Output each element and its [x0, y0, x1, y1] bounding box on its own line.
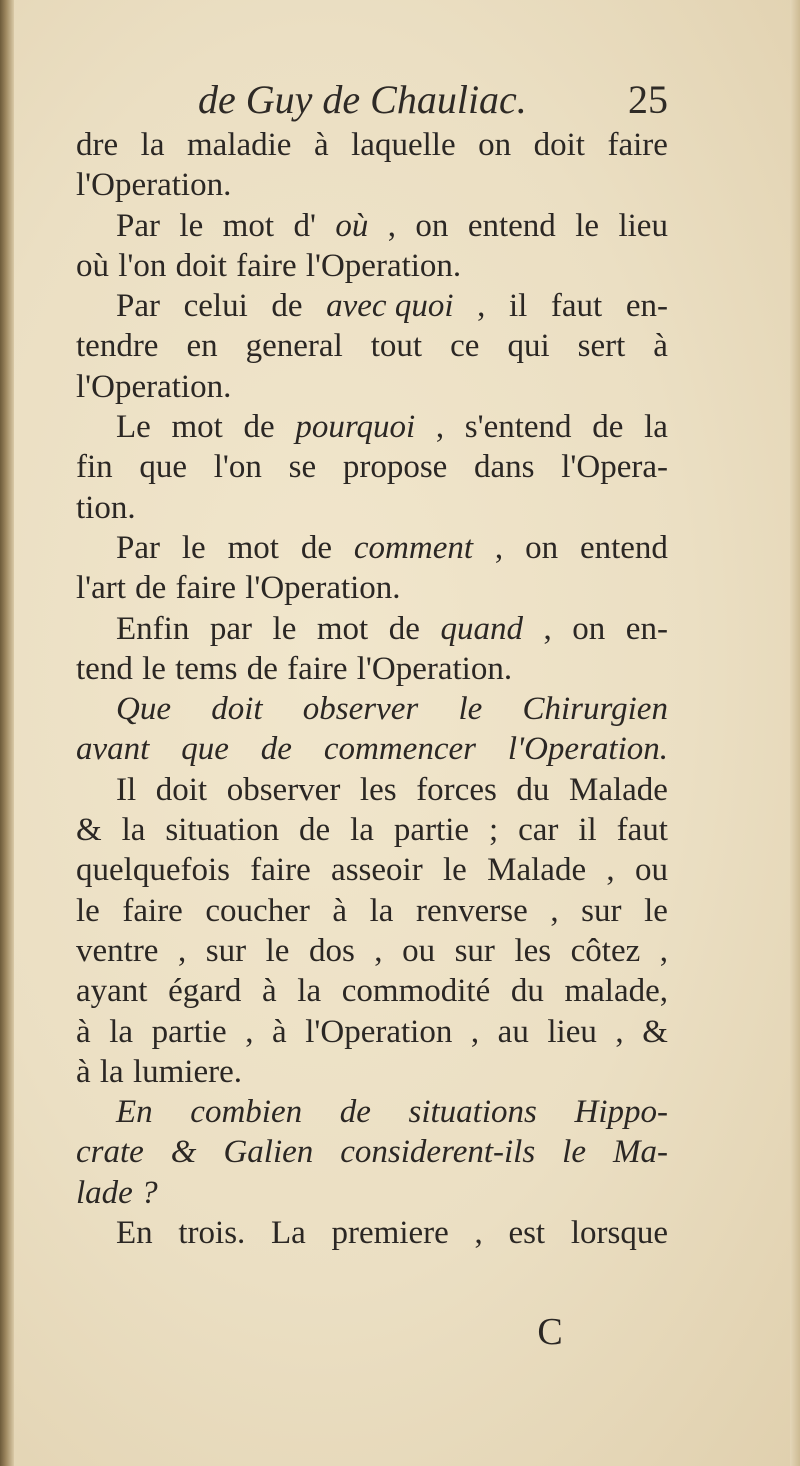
text-word: à [272, 1013, 287, 1050]
text-word: on [572, 610, 606, 647]
text-word: malade, [564, 973, 668, 1010]
text-word: le [458, 691, 483, 728]
text-word: à [332, 892, 348, 929]
text-word: ayant [76, 973, 148, 1010]
text-word: de [592, 409, 624, 446]
text-word: & [642, 1013, 668, 1050]
text-word: le [272, 610, 297, 647]
text-word: on [525, 529, 559, 566]
text-word: ventre [76, 932, 159, 969]
text-word: faire [250, 852, 311, 889]
text-word: faut [616, 812, 668, 849]
text-word: commencer [323, 731, 476, 768]
text-word: la [297, 973, 322, 1010]
text-word: doit [155, 771, 208, 808]
text-word: situations [408, 1094, 537, 1131]
text-word: l'Operation. [507, 731, 668, 768]
text-word: avec quoi [326, 288, 454, 325]
text-word: lumiere. [132, 1053, 242, 1090]
text-word: , [659, 932, 668, 969]
text-word: faut [550, 288, 603, 325]
text-word: la [109, 1013, 134, 1050]
text-word: En [116, 1094, 153, 1131]
text-line [76, 326, 668, 366]
text-word: l'Operation. [245, 570, 401, 607]
text-word: Chirurgien [522, 691, 668, 728]
text-line [76, 286, 668, 326]
text-line [76, 850, 668, 890]
text-word: faire [287, 650, 348, 687]
running-title: de Guy de Chauliac. [198, 77, 527, 122]
text-word: que [139, 449, 188, 486]
text-word: entend [579, 529, 668, 566]
text-word: quand [440, 610, 523, 647]
text-word: renverse [416, 892, 528, 929]
text-line [76, 407, 668, 447]
text-line [76, 810, 668, 850]
text-word: sur [581, 892, 622, 929]
text-word: , [615, 1013, 624, 1050]
text-line [76, 931, 668, 971]
text-word: Hippo- [574, 1094, 668, 1131]
text-word: de [388, 610, 420, 647]
running-head [78, 70, 668, 130]
text-word: Il [116, 771, 137, 808]
text-line [76, 891, 668, 931]
text-word: lade ? [76, 1174, 158, 1211]
text-word: les [514, 932, 552, 969]
text-word: propose [342, 449, 448, 486]
text-word: du [510, 973, 544, 1010]
text-line [76, 165, 668, 205]
text-word: forces [416, 771, 497, 808]
text-word: l'on [213, 449, 262, 486]
text-word: côtez [570, 932, 641, 969]
text-word: que [181, 731, 229, 768]
text-word: l'Opera- [561, 449, 668, 486]
text-word: sur [205, 932, 247, 969]
text-line [76, 1052, 668, 1092]
text-word: dos [308, 932, 355, 969]
text-word: le [76, 892, 100, 929]
text-word: Le [116, 409, 151, 446]
text-word: fin [76, 449, 113, 486]
text-word: l'art [76, 570, 126, 607]
text-word: l'Operation [305, 1013, 453, 1050]
text-word: à [262, 973, 277, 1010]
text-word: observer [302, 691, 419, 728]
text-word: à [76, 1053, 91, 1090]
text-word: sert [577, 328, 626, 365]
text-word: le [142, 650, 166, 687]
text-word: , [474, 1215, 483, 1252]
text-word: où [76, 247, 109, 284]
text-word: le [562, 1134, 586, 1171]
text-word: il [578, 812, 597, 849]
text-word: dre [76, 127, 119, 163]
text-word: tendre [76, 328, 159, 365]
text-word: Ma- [612, 1134, 668, 1171]
text-word: ou [634, 852, 668, 889]
text-line [76, 649, 668, 689]
text-word: tout [370, 328, 423, 365]
text-word: lorsque [570, 1215, 668, 1252]
text-word: , [470, 1013, 480, 1050]
text-word: lieu [618, 207, 668, 244]
text-word: l'on [118, 247, 167, 284]
text-word: égard [168, 973, 242, 1010]
text-word: maladie [187, 127, 292, 163]
text-word: en- [625, 610, 668, 647]
text-word: il [508, 288, 528, 325]
text-word: où [335, 207, 369, 244]
text-word: d' [293, 207, 316, 244]
signature-mark: C [537, 1311, 563, 1353]
text-word: de [243, 409, 275, 446]
text-word: la [350, 812, 374, 849]
text-word: commodité [341, 973, 491, 1010]
text-word: le [179, 207, 204, 244]
text-line [76, 1012, 668, 1052]
text-word: Par [116, 288, 160, 325]
text-word: , [494, 529, 504, 566]
text-word: on [478, 127, 512, 163]
text-word: le [575, 207, 600, 244]
text-word: situation [165, 812, 280, 849]
text-word: Par [116, 207, 160, 244]
text-word: qui [507, 328, 550, 365]
text-line [76, 971, 668, 1011]
text-word: En [116, 1215, 153, 1252]
text-line [76, 367, 668, 407]
text-word: coucher [205, 892, 310, 929]
text-word: est [508, 1215, 546, 1252]
text-word: mot [171, 409, 223, 446]
text-word: à [313, 127, 329, 163]
text-word: dans [474, 449, 535, 486]
text-word: à [76, 1013, 91, 1050]
text-word: s'entend [464, 409, 572, 446]
text-line [76, 1173, 668, 1213]
text-word: , [177, 932, 187, 969]
text-word: combien [190, 1094, 303, 1131]
text-line [76, 729, 668, 769]
text-word: trois. [178, 1215, 246, 1252]
text-word: , [543, 610, 552, 647]
text-word: comment [353, 529, 474, 566]
text-word: de [135, 570, 167, 607]
text-line [76, 206, 668, 246]
text-word: entend [467, 207, 556, 244]
text-word: , [387, 207, 396, 244]
text-word: faire [236, 247, 297, 284]
text-word: doit [175, 247, 227, 284]
text-word: de [339, 1094, 371, 1131]
text-word: en [186, 328, 218, 365]
text-word: sur [454, 932, 495, 969]
text-word: l'Operation. [305, 247, 462, 284]
text-line [76, 568, 668, 608]
text-word: le [443, 852, 467, 889]
text-word: la [121, 812, 146, 849]
text-word: les [359, 771, 397, 808]
text-word: au [497, 1013, 529, 1050]
text-word: la [99, 1053, 124, 1090]
text-word: l'Operation. [76, 167, 232, 204]
text-word: premiere [331, 1215, 449, 1252]
text-word: partie [151, 1013, 227, 1050]
text-word: on [415, 207, 449, 244]
text-word: mot [222, 207, 275, 244]
text-word: observer [226, 771, 341, 808]
text-word: tion. [76, 489, 136, 526]
text-word: , [477, 288, 486, 325]
text-word: quelquefois [76, 852, 230, 889]
text-word: doit [533, 127, 585, 163]
text-word: de [271, 288, 303, 325]
text-word: , [606, 852, 615, 889]
text-word: , [245, 1013, 254, 1050]
text-word: , [374, 932, 383, 969]
text-line [76, 1132, 668, 1172]
text-word: & [76, 812, 102, 849]
text-word: avant [76, 731, 150, 768]
text-word: Malade [569, 771, 668, 808]
text-word: du [516, 771, 550, 808]
text-word: partie [393, 812, 470, 849]
text-word: pourquoi [295, 409, 416, 446]
text-word: doit [211, 691, 263, 728]
text-line [76, 689, 668, 729]
text-word: le [265, 932, 290, 969]
text-line [76, 1092, 668, 1132]
page-edge [790, 0, 800, 1466]
text-line [76, 246, 668, 286]
text-line [76, 770, 668, 810]
text-word: considerent-ils [340, 1134, 536, 1171]
text-word: asseoir [331, 852, 423, 889]
text-line [76, 609, 668, 649]
text-word: , [550, 892, 559, 929]
text-word: laquelle [351, 127, 456, 163]
text-word: Malade [487, 852, 587, 889]
text-word: Que [116, 691, 171, 728]
text-word: se [288, 449, 317, 486]
text-word: l'Operation. [76, 368, 232, 405]
text-line [76, 447, 668, 487]
text-word: en- [625, 288, 668, 325]
text-line [76, 528, 668, 568]
page-number: 25 [628, 77, 668, 122]
text-line [76, 1213, 668, 1253]
text-word: Par [116, 529, 160, 566]
text-word: de [299, 812, 331, 849]
text-word: faire [122, 892, 183, 929]
text-word: & [170, 1134, 197, 1171]
text-word: celui [183, 288, 248, 325]
text-word: La [271, 1215, 306, 1252]
text-word: l'Operation. [356, 650, 513, 687]
text-word: Enfin [116, 610, 190, 647]
text-word: à [653, 328, 668, 365]
text-word: , [435, 409, 445, 446]
binding-gutter [0, 0, 14, 1466]
text-line [76, 488, 668, 528]
text-word: faire [607, 127, 668, 163]
text-word: car [518, 812, 559, 849]
text-word: crate [76, 1134, 144, 1171]
text-word: faire [175, 570, 236, 607]
text-word: ou [402, 932, 436, 969]
text-word: mot [227, 529, 279, 566]
text-word: de [260, 731, 292, 768]
text-line [76, 125, 668, 165]
text-word: general [245, 328, 343, 365]
text-word: de [300, 529, 332, 566]
text-word: mot [316, 610, 369, 647]
text-word: le [644, 892, 668, 929]
text-word: le [181, 529, 206, 566]
text-word: de [246, 650, 278, 687]
text-word: Galien [223, 1134, 314, 1171]
text-block [76, 125, 668, 1253]
text-word: ; [489, 812, 499, 849]
text-word: par [209, 610, 252, 647]
text-word: tems [175, 650, 238, 687]
text-word: la [369, 892, 394, 929]
text-word: la [644, 409, 668, 446]
text-word: la [140, 127, 165, 163]
text-word: tend [76, 650, 133, 687]
text-word: ce [450, 328, 480, 365]
text-word: lieu [547, 1013, 597, 1050]
